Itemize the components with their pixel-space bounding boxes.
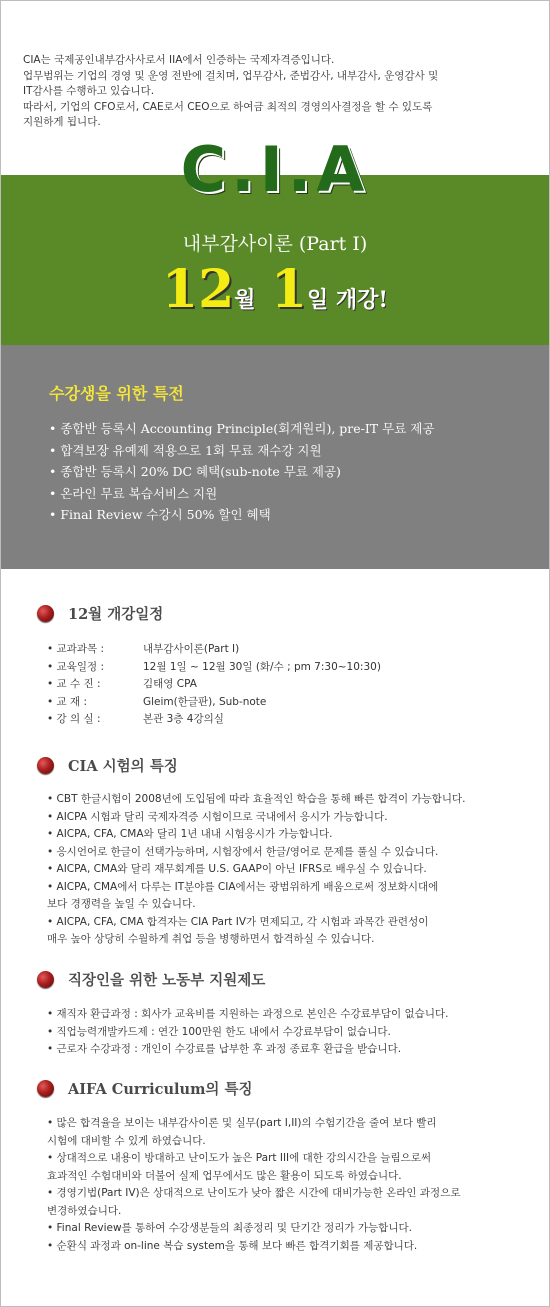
curriculum-item: • Final Review를 통하여 수강생분들의 최종정리 및 단기간 정리가 가능합니다. [47, 1222, 412, 1234]
support-item: • 직업능력개발카드제 : 연간 100만원 한도 내에서 수강료부담이 없습니다. [47, 1025, 391, 1038]
support-item: • 근로자 수강과정 : 개인이 수강료를 납부한 후 과정 종료후 환급을 받습니다. [47, 1043, 402, 1055]
intro-text [23, 53, 533, 131]
feature-item: 보다 경쟁력을 높일 수 있습니다. [47, 898, 196, 910]
benefit-item: • 종합반 등록시 20% DC 혜택(sub-note 무료 제공) [49, 464, 341, 479]
feature-item: • 응시언어로 한글이 선택가능하며, 시험장에서 한글/영어로 문제를 풀실 수 있습니다. [47, 845, 439, 858]
schedule-heading [37, 603, 163, 624]
feature-item: • AICPA, CFA, CMA와 달리 1년 내내 시험응시가 가능합니다. [47, 828, 333, 840]
curriculum-item: 효과적인 수험대비와 더불어 실제 업무에서도 많은 활용이 되도록 하였습니다. [47, 1169, 402, 1182]
schedule-key: • 교 재 : [47, 695, 88, 708]
intro-line: CIA는 국제공인내부감사사로서 IIA에서 인증하는 국제자격증입니다. [23, 54, 335, 66]
curriculum-heading [37, 1078, 252, 1099]
feature-item: • AICPA, CFA, CMA 합격자는 CIA Part IV가 면제되고, 각 시험과 과목간 관련성이 [47, 915, 429, 928]
hero-subtitle: 내부감사이론 (Part I) [182, 233, 368, 255]
schedule-row [47, 641, 381, 659]
month-unit: 월 [234, 287, 256, 313]
hero-title: C.I.A [180, 133, 370, 206]
schedule-row [47, 676, 381, 694]
curriculum-item: • 순환식 과정과 on-line 복습 system을 통해 보다 빠른 합격기회를 제공합니다. [47, 1239, 418, 1252]
features-list [47, 791, 466, 949]
intro-line: 지원하게 됩니다. [23, 116, 101, 128]
hero-open-date [1, 259, 549, 320]
benefit-item: • 종합반 등록시 Accounting Principle(회계원리), pre-IT 무료 제공 [49, 421, 435, 436]
feature-item: • AICPA 시험과 달리 국제자격증 시험이므로 국내에서 응시가 가능합니다. [47, 810, 388, 823]
benefit-item: • Final Review 수강시 50% 할인 혜택 [49, 507, 271, 522]
support-heading [37, 969, 265, 990]
red-bullet-icon [37, 1080, 54, 1097]
red-bullet-icon [37, 971, 54, 988]
curriculum-item: • 많은 합격율을 보이는 내부감사이론 및 실무(part I,II)의 수험기간을 줄여 보다 빨리 [47, 1117, 437, 1129]
support-item: • 재직자 환급과정 : 회사가 교육비를 지원하는 과정으로 본인은 수강료부담이 없습니다. [47, 1008, 449, 1020]
schedule-title: 12월 개강일정 [68, 606, 164, 623]
red-bullet-icon [37, 605, 54, 622]
support-list [47, 1006, 448, 1059]
curriculum-title: AIFA Curriculum의 특징 [68, 1081, 253, 1098]
intro-line: IT감사를 수행하고 있습니다. [23, 85, 155, 97]
schedule-value: 12월 1일 ~ 12월 30일 (화/수 ; pm 7:30~10:30) [143, 660, 381, 673]
schedule-key: • 교육일정 : [47, 660, 104, 673]
month-number: 12 [161, 259, 235, 320]
curriculum-item: • 상대적으로 내용이 방대하고 난이도가 높은 Part III에 대한 강의시간을 늘림으로써 [47, 1152, 432, 1164]
benefits-title: 수강생을 위한 특전 [49, 384, 184, 403]
intro-line: 업무범위는 기업의 경영 및 운영 전반에 걸치며, 업무감사, 준법감사, 내부감사, 운영감사 및 [23, 69, 439, 82]
schedule-key: • 교과과목 : [47, 643, 104, 655]
curriculum-item: 변경하였습니다. [47, 1204, 122, 1217]
day-number: 1 [270, 259, 307, 320]
features-heading [37, 755, 178, 776]
schedule-key: • 강 의 실 : [47, 713, 101, 725]
schedule-row [47, 694, 381, 712]
schedule-value: 김태영 CPA [143, 678, 197, 690]
support-title: 직장인을 위한 노동부 지원제도 [68, 972, 266, 989]
feature-item: 매우 높아 상당히 수월하게 취업 등을 병행하면서 합격하실 수 있습니다. [47, 933, 375, 945]
schedule-value: Gleim(한글판), Sub-note [143, 695, 267, 708]
feature-item: • AICPA, CMA와 달리 재무회계를 U.S. GAAP이 아닌 IFRS로 배우실 수 있습니다. [47, 863, 427, 875]
schedule-value: 내부감사이론(Part I) [143, 643, 240, 655]
schedule-row [47, 711, 381, 729]
curriculum-item: • 경영기법(Part IV)은 상대적으로 난이도가 낮아 짧은 시간에 대비가능한 온라인 과정으로 [47, 1187, 461, 1199]
day-suffix: 일 개강! [307, 287, 389, 313]
schedule-row [47, 659, 381, 677]
schedule-value: 본관 3층 4강의실 [143, 713, 224, 725]
curriculum-list [47, 1115, 461, 1255]
schedule-key: • 교 수 진 : [47, 678, 101, 690]
red-bullet-icon [37, 757, 54, 774]
intro-line: 따라서, 기업의 CFO로서, CAE로서 CEO으로 하여금 최적의 경영의사결정을 할 수 있도록 [23, 100, 433, 113]
benefit-item: • 합격보장 유예제 적용으로 1회 무료 재수강 지원 [49, 442, 322, 458]
benefit-item: • 온라인 무료 복습서비스 지원 [49, 485, 218, 501]
benefits-list [49, 419, 434, 527]
curriculum-item: 시험에 대비할 수 있게 하였습니다. [47, 1134, 206, 1147]
schedule-list [47, 641, 381, 729]
feature-item: • CBT 한글시험이 2008년에 도입됨에 따라 효율적인 학습을 통해 빠른 합격이 가능합니다. [47, 793, 466, 805]
features-title: CIA 시험의 특징 [68, 758, 178, 775]
feature-item: • AICPA, CMA에서 다루는 IT분야를 CIA에서는 광범위하게 배움으로써 정보화시대에 [47, 880, 439, 893]
